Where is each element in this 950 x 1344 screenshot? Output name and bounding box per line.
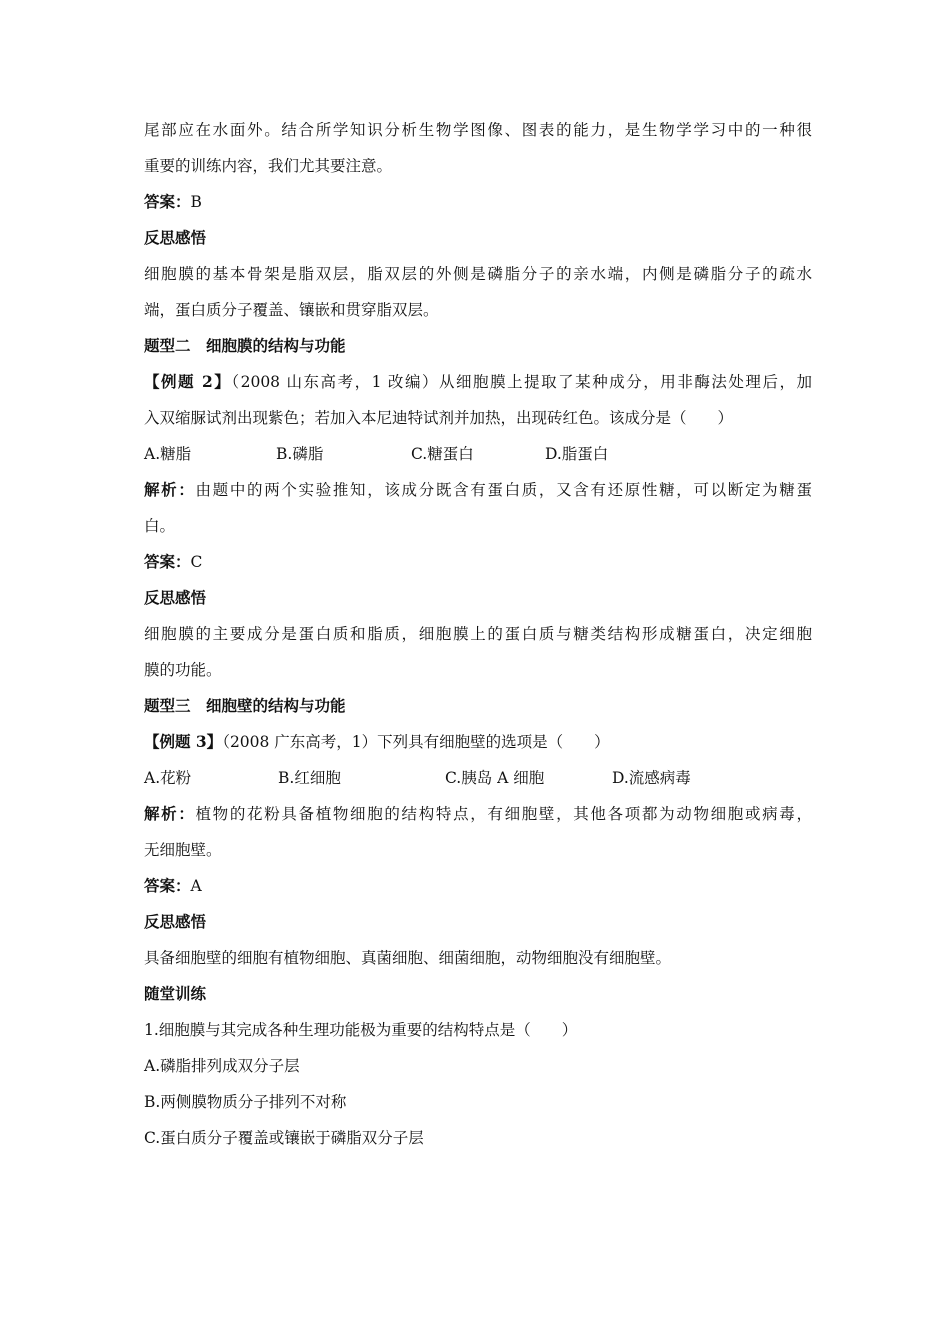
practice-heading: 随堂训练 <box>144 984 207 1003</box>
answer-label: 答案： <box>144 876 191 895</box>
option-d: D.脂蛋白 <box>545 445 609 463</box>
reflection-heading: 反思感悟 <box>144 912 207 931</box>
analysis-2-line <box>144 478 812 502</box>
paragraph-line: 无细胞壁。 <box>144 841 222 859</box>
analysis-label: 解析： <box>144 804 196 823</box>
question-1-option-b: B.两侧膜物质分子排列不对称 <box>144 1093 347 1111</box>
paragraph-line: 尾部应在水面外。结合所学知识分析生物学图像、图表的能力，是生物学学习中的一种很 <box>144 121 812 139</box>
section-heading-type2: 题型二 细胞膜的结构与功能 <box>144 336 346 355</box>
paragraph-line: 膜的功能。 <box>144 661 222 679</box>
section-heading-type3: 题型三 细胞壁的结构与功能 <box>144 696 346 715</box>
example-3-options <box>144 766 812 790</box>
option-c: C.糖蛋白 <box>411 445 474 463</box>
analysis-text: 植物的花粉具备植物细胞的结构特点，有细胞壁，其他各项都为动物细胞或病毒， <box>195 805 812 823</box>
reflection-heading: 反思感悟 <box>144 588 207 607</box>
paragraph-line: 细胞膜的主要成分是蛋白质和脂质，细胞膜上的蛋白质与糖类结构形成糖蛋白，决定细胞 <box>144 625 812 643</box>
example-3-line <box>144 730 812 754</box>
document-page <box>144 118 812 1162</box>
example-text: （2008 山东高考，1 改编）从细胞膜上提取了某种成分，用非酶法处理后，加 <box>231 373 812 391</box>
option-a: A.糖脂 <box>144 445 192 463</box>
answer-value: C <box>190 553 203 571</box>
option-d: D.流感病毒 <box>612 769 691 787</box>
reflection-heading: 反思感悟 <box>144 228 207 247</box>
analysis-3-line <box>144 802 812 826</box>
answer-1 <box>144 190 812 214</box>
question-1: 1.细胞膜与其完成各种生理功能极为重要的结构特点是（ ） <box>144 1021 578 1039</box>
answer-label: 答案： <box>144 192 191 211</box>
question-1-option-c: C.蛋白质分子覆盖或镶嵌于磷脂双分子层 <box>144 1129 424 1147</box>
paragraph-line: 细胞膜的基本骨架是脂双层，脂双层的外侧是磷脂分子的亲水端，内侧是磷脂分子的疏水 <box>144 265 812 283</box>
paragraph-line: 端，蛋白质分子覆盖、镶嵌和贯穿脂双层。 <box>144 301 439 319</box>
paragraph-line: 重要的训练内容，我们尤其要注意。 <box>144 157 393 175</box>
option-c: C.胰岛 A 细胞 <box>445 769 545 787</box>
example-label: 【例题 3】 <box>144 732 223 751</box>
example-text: （2008 广东高考，1）下列具有细胞壁的选项是（ ） <box>222 733 610 751</box>
paragraph-line: 具备细胞壁的细胞有植物细胞、真菌细胞、细菌细胞，动物细胞没有细胞壁。 <box>144 949 672 967</box>
analysis-text: 由题中的两个实验推知，该成分既含有蛋白质，又含有还原性糖，可以断定为糖蛋 <box>195 481 812 499</box>
analysis-label: 解析： <box>144 480 196 499</box>
example-label: 【例题 2】 <box>144 372 232 391</box>
example-2-options <box>144 442 812 466</box>
option-a: A.花粉 <box>144 769 192 787</box>
answer-3 <box>144 874 812 898</box>
option-b: B.磷脂 <box>276 445 324 463</box>
question-1-option-a: A.磷脂排列成双分子层 <box>144 1057 300 1075</box>
answer-label: 答案： <box>144 552 191 571</box>
paragraph-line: 白。 <box>144 517 176 535</box>
answer-value: A <box>190 877 202 895</box>
answer-2 <box>144 550 812 574</box>
answer-value: B <box>190 193 202 211</box>
example-2-line <box>144 370 812 394</box>
option-b: B.红细胞 <box>278 769 341 787</box>
paragraph-line: 入双缩脲试剂出现紫色；若加入本尼迪特试剂并加热，出现砖红色。该成分是（ ） <box>144 409 734 427</box>
